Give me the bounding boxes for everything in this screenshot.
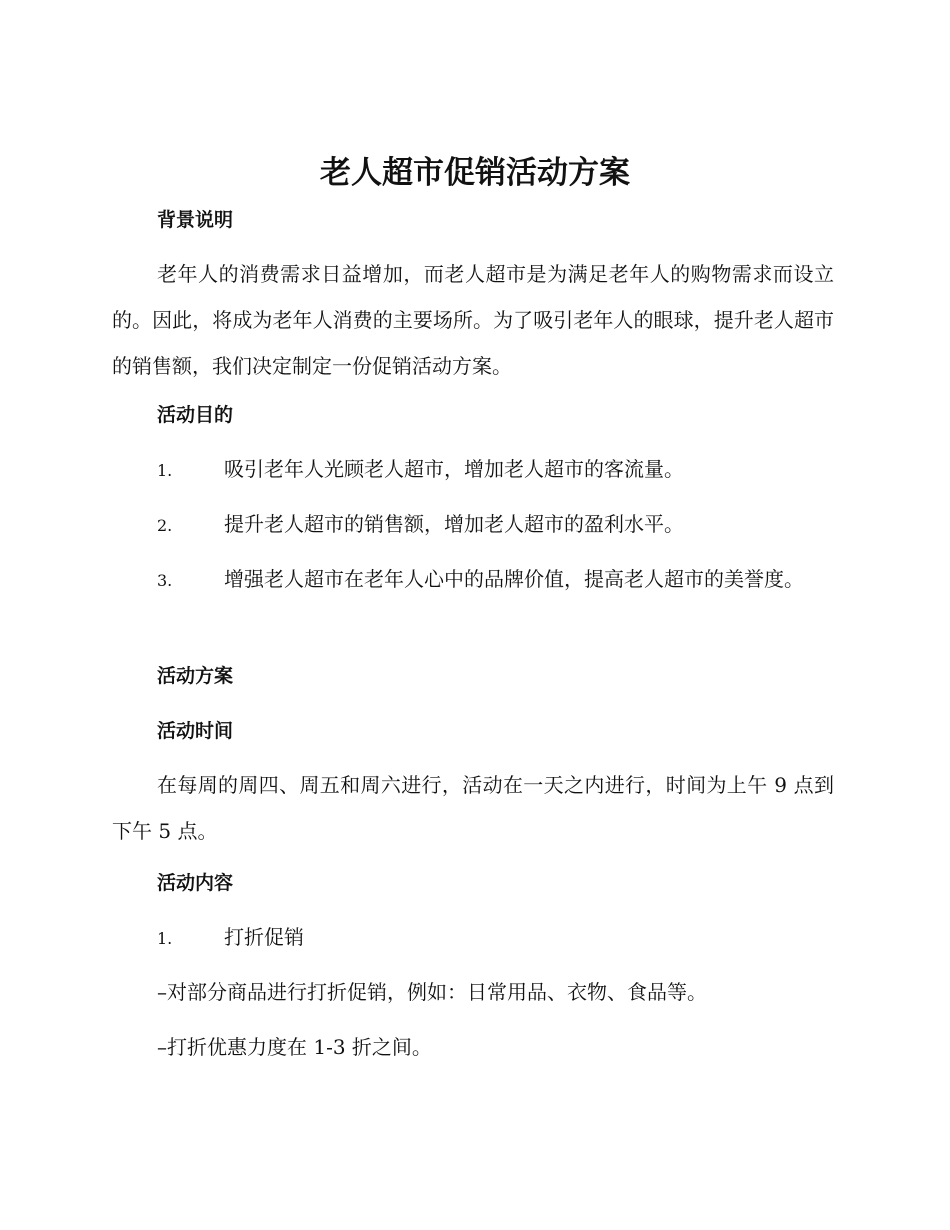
- time-paragraph: 在每周的周四、周五和周六进行，活动在一天之内进行，时间为上午 9 点到下午 5 点。: [112, 773, 834, 843]
- section-heading-content: 活动内容: [157, 872, 234, 894]
- content-detail-line: –对部分商品进行打折促销，例如：日常用品、衣物、食品等。: [157, 980, 707, 1004]
- list-item-text: 提升老人超市的销售额，增加老人超市的盈利水平。: [224, 512, 684, 536]
- list-item-text: 吸引老年人光顾老人超市，增加老人超市的客流量。: [224, 457, 684, 481]
- list-number: 2.: [157, 516, 173, 535]
- content-detail-line: –打折优惠力度在 1-3 折之间。: [157, 1035, 432, 1059]
- list-number: 3.: [157, 571, 173, 590]
- content-list-item: [112, 914, 834, 962]
- list-number: 1.: [157, 929, 173, 948]
- section-heading-plan: 活动方案: [157, 665, 234, 687]
- list-number: 1.: [157, 461, 173, 480]
- document-title: 老人超市促销活动方案: [320, 155, 630, 191]
- section-heading-background: 背景说明: [157, 209, 234, 231]
- purpose-list-item: [112, 556, 834, 604]
- purpose-list-item: [112, 446, 834, 494]
- list-item-text: 增强老人超市在老年人心中的品牌价值，提高老人超市的美誉度。: [224, 567, 804, 591]
- section-heading-purpose: 活动目的: [157, 404, 234, 426]
- purpose-list-item: [112, 501, 834, 549]
- background-paragraph: 老年人的消费需求日益增加，而老人超市是为满足老年人的购物需求而设立的。因此，将成为老年人消费的主要场所。为了吸引老年人的眼球，提升老人超市的销售额，我们决定制定一份促销活动方案。: [112, 262, 834, 378]
- section-heading-time: 活动时间: [157, 720, 234, 742]
- list-item-text: 打折促销: [224, 925, 304, 949]
